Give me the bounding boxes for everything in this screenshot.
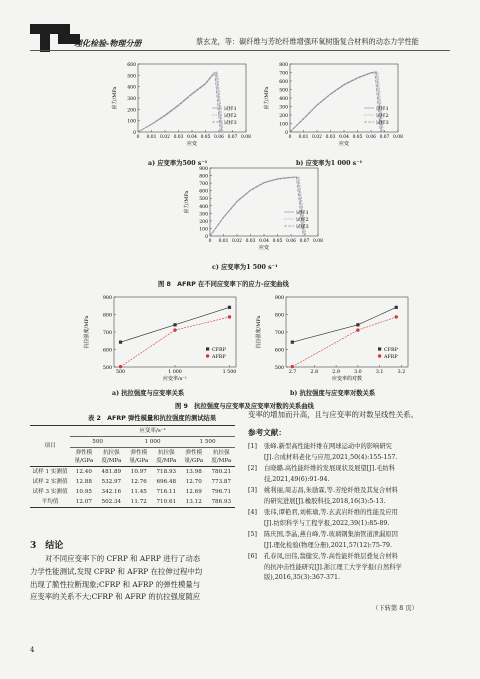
table2-rate-1500: 1 500 <box>180 437 235 448</box>
table-cell: 12.76 <box>130 479 147 485</box>
table2-subheader: 弹性模量/GPa <box>70 448 97 467</box>
right-column-intro: 变率的增加而升高，且与应变率的对数呈线性关系。 <box>248 410 418 419</box>
fig8-chart-b <box>260 58 410 158</box>
x-tick-label: 0.04 <box>259 239 269 244</box>
y-tick-label: 600 <box>279 80 288 85</box>
conclusion-paragraph <box>30 553 240 604</box>
x-tick-label: 3.2 <box>397 370 406 375</box>
table-cell: 12.07 <box>70 497 97 508</box>
table2-subheader: 抗拉强度/MPa <box>98 448 125 467</box>
reference-number: [5] <box>248 531 257 538</box>
table-cell: 12.40 <box>75 469 92 475</box>
table-cell: 532.97 <box>101 479 122 485</box>
y-tick-label: 400 <box>127 85 136 91</box>
table2-subheader: 抗拉强度/MPa <box>207 448 235 467</box>
x-axis-label: 应变 <box>338 141 350 147</box>
table-cell: 11.45 <box>130 489 147 495</box>
series-line-2 <box>290 73 383 133</box>
y-tick-label: 700 <box>279 71 288 77</box>
table-cell: 10.97 <box>130 469 147 475</box>
y-axis-label: 应力/MPa <box>184 190 190 214</box>
y-tick-label: 500 <box>102 366 112 371</box>
x-axis-label: 应变率/s⁻¹ <box>163 376 187 382</box>
x-tick-label: 0.03 <box>245 239 256 244</box>
y-tick-label: 800 <box>279 63 288 68</box>
x-tick-label: 0.03 <box>325 135 336 140</box>
x-tick-label: 0.02 <box>232 239 242 244</box>
reference-item <box>248 464 458 485</box>
y-tick-label: 600 <box>127 63 136 68</box>
data-point-afrp <box>173 328 176 331</box>
table2-strain-rate-header: 应变率/s⁻¹ <box>70 426 235 437</box>
y-tick-label: 500 <box>199 197 208 203</box>
table-cell: 718.93 <box>156 469 177 475</box>
table-cell: 796.71 <box>211 489 232 495</box>
data-point-cfrp <box>395 306 398 309</box>
x-tick-label: 0.04 <box>339 135 349 140</box>
y-tick-label: 500 <box>127 74 136 80</box>
x-tick-label: 0.03 <box>173 135 184 140</box>
x-tick-label: 1 000 <box>168 370 182 375</box>
reference-line: 的抗冲击性能研究[J].浙江理工大学学报(自然科学 <box>264 563 402 571</box>
x-tick-label: 1 500 <box>222 370 237 375</box>
legend-label: 试样3 <box>224 120 237 126</box>
y-tick-label: 400 <box>199 204 208 210</box>
table-cell: 716.11 <box>156 489 177 495</box>
legend-label: 试样3 <box>376 120 389 126</box>
reference-number: [2] <box>248 465 257 472</box>
y-tick-label: 600 <box>102 348 112 354</box>
x-tick-label: 0.04 <box>187 135 197 140</box>
x-tick-label: 0.08 <box>313 239 323 244</box>
x-tick-label: 0.02 <box>312 135 322 140</box>
y-axis-label: 抗拉强度/MPa <box>84 315 90 349</box>
reference-number: [6] <box>248 553 257 560</box>
table-cell: 11.72 <box>125 497 152 508</box>
y-tick-label: 800 <box>274 313 284 319</box>
table-cell: 786.93 <box>207 497 235 508</box>
table2 <box>30 425 235 508</box>
y-tick-label: 600 <box>199 189 208 195</box>
x-axis-label: 应变 <box>258 245 270 251</box>
reference-number: [4] <box>248 509 257 516</box>
y-tick-label: 300 <box>199 212 208 218</box>
x-tick-label: 0 <box>208 239 212 244</box>
table-cell: 481.89 <box>101 469 122 475</box>
table2-caption: 表 2 AFRP 弹性模量和抗拉强度的测试结果 <box>88 415 217 422</box>
reference-number: [1] <box>248 443 257 450</box>
y-tick-label: 200 <box>279 114 288 119</box>
series-line-1 <box>138 72 222 132</box>
y-tick-label: 900 <box>274 296 284 301</box>
conclusion-line: 力学性能测试,发现 CFRP 和 AFRP 在拉伸过程中均 <box>30 566 203 576</box>
fig9b-caption: b) 抗拉强度与应变率对数关系 <box>290 390 376 397</box>
conclusion-line: 出现了脆性拉断现象;CFRP 和 AFRP 的弹性模量与 <box>30 579 201 589</box>
data-point-cfrp <box>228 306 231 309</box>
references-title: 参考文献： <box>248 428 286 437</box>
conclusion-line: 应变率的关系不大;CFRP 和 AFRP 的抗拉强度随应 <box>30 592 201 602</box>
x-tick-label: 3.1 <box>375 370 384 375</box>
table-cell: 10.95 <box>75 489 92 495</box>
data-point-cfrp <box>291 341 294 344</box>
data-point-afrp <box>228 315 231 318</box>
reference-line: [J].纺织科学与工程学报,2022,39(1):85-89. <box>264 519 390 527</box>
reference-line: [J].理化检验(物理分册),2021,57(12):75-79. <box>264 541 392 549</box>
fig8c-caption: c) 应变率为1 500 s⁻¹ <box>212 264 278 271</box>
x-tick-label: 2.7 <box>288 370 297 375</box>
x-tick-label: 0.01 <box>218 239 229 244</box>
fig9-chart-b <box>250 293 420 388</box>
x-tick-label: 3.0 <box>354 370 362 375</box>
reference-line: [J].合成材料老化与应用,2021,50(4):155-157. <box>264 453 398 461</box>
table-cell: 780.21 <box>211 469 232 475</box>
x-tick-label: 0 <box>288 135 292 140</box>
reference-line: 技,2021,49(6):91-94. <box>264 475 330 483</box>
table-cell: 12.70 <box>185 479 202 485</box>
x-tick-label: 0.05 <box>200 135 211 140</box>
reference-number: [3] <box>248 487 257 494</box>
y-tick-label: 100 <box>127 119 136 125</box>
fig8-chart-c <box>180 162 330 262</box>
legend-marker <box>206 354 209 357</box>
x-tick-label: 0.02 <box>160 135 170 140</box>
y-axis-label: 应力/MPa <box>264 86 270 110</box>
y-tick-label: 500 <box>279 88 288 94</box>
legend-label: 试样2 <box>376 113 389 119</box>
legend-label: 试样2 <box>224 113 237 119</box>
y-tick-label: 0 <box>133 131 136 136</box>
x-tick-label: 0.05 <box>352 135 363 140</box>
table-cell: 12.88 <box>75 479 92 485</box>
table-cell: 12.69 <box>185 489 202 495</box>
table-cell: 13.12 <box>180 497 207 508</box>
reference-line: 陈庆国,李晶,燕自峰,等.玻璃钢集油管道泄漏原因 <box>264 531 398 538</box>
y-tick-label: 800 <box>102 313 112 319</box>
y-tick-label: 600 <box>274 348 284 354</box>
legend-label: 试样1 <box>376 106 389 112</box>
legend-label: AFRP <box>212 354 226 360</box>
table-row <box>30 497 235 508</box>
series-line-1 <box>290 72 382 132</box>
y-tick-label: 100 <box>279 122 288 128</box>
legend-marker <box>378 354 381 357</box>
reference-line: 姚利丽,周志昌,朱励霖,等.芳纶纤维及其复合材料 <box>264 487 398 494</box>
legend-label: CFRP <box>384 347 398 353</box>
header-rule <box>30 50 450 51</box>
fig8-chart-a <box>108 58 258 158</box>
reference-line: 张峰.新型高性能纤维在网球运动中的影响研究 <box>264 443 392 450</box>
x-tick-label: 0 <box>136 135 140 140</box>
reference-item <box>248 486 458 507</box>
x-tick-label: 0.07 <box>379 135 390 140</box>
fig9a-caption: a) 抗拉强度与应变率关系 <box>112 390 185 397</box>
data-point-cfrp <box>119 341 122 344</box>
series-line-2 <box>138 73 223 132</box>
page-number: 4 <box>30 646 35 654</box>
data-point-afrp <box>356 328 359 331</box>
x-tick-label: 0.06 <box>214 135 224 140</box>
reference-line: 的研究进展[J].橡胶科技,2018,16(3):5-13. <box>264 497 386 505</box>
reference-item <box>248 442 458 463</box>
reference-item <box>248 552 458 584</box>
table-cell: 773.87 <box>211 479 232 485</box>
reference-line: 张玮,谭艳君,刘栋瑜,等.玄武岩纤维的性能及应用 <box>264 509 398 516</box>
y-tick-label: 700 <box>199 182 208 188</box>
table2-rate-500: 500 <box>70 437 125 448</box>
x-tick-label: 0.07 <box>299 239 310 244</box>
y-tick-label: 0 <box>205 235 208 240</box>
x-tick-label: 0.06 <box>286 239 296 244</box>
data-point-cfrp <box>173 323 176 326</box>
legend-label: CFRP <box>212 347 226 353</box>
legend-label: 试样1 <box>296 210 309 216</box>
legend-label: 试样2 <box>296 217 309 223</box>
table2-project-header: 项目 <box>30 426 70 467</box>
y-tick-label: 100 <box>199 227 208 233</box>
fit-line-afrp <box>292 317 396 367</box>
fig9-caption: 图 9 抗拉强度与应变率及应变率对数的关系曲线 <box>175 403 314 410</box>
fig9-chart-a <box>78 293 248 388</box>
fit-line-cfrp <box>292 307 396 342</box>
series-line-3 <box>138 74 220 132</box>
table-cell: 13.98 <box>185 469 202 475</box>
series-line-3 <box>210 177 303 236</box>
series-line-1 <box>210 177 305 236</box>
legend-marker <box>206 347 209 350</box>
table-cell: 502.34 <box>98 497 125 508</box>
x-tick-label: 2.8 <box>310 370 319 375</box>
y-tick-label: 900 <box>102 296 112 301</box>
y-tick-label: 300 <box>279 105 288 111</box>
reference-list <box>248 442 458 585</box>
y-tick-label: 200 <box>127 108 136 114</box>
y-tick-label: 400 <box>279 97 288 102</box>
running-title: 蔡玄龙，等：碳纤维与芳纶纤维增强环氧树脂复合材料的动态力学性能 <box>196 37 419 46</box>
table-cell: 平均值 <box>30 497 70 508</box>
fig8b-caption: b) 应变率为1 000 s⁻¹ <box>296 160 363 167</box>
y-tick-label: 900 <box>199 167 208 172</box>
continued-note: （下转第 8 页） <box>372 605 418 612</box>
y-tick-label: 800 <box>199 174 208 180</box>
data-point-afrp <box>291 365 294 368</box>
table2-subheader: 弹性模量/GPa <box>125 448 152 467</box>
x-tick-label: 0.08 <box>393 135 403 140</box>
x-axis-label: 应变率的对数 <box>331 376 363 382</box>
series-line-3 <box>290 72 381 132</box>
legend-marker <box>378 347 381 350</box>
journal-logo-text: 理化检验-物理分册 <box>74 39 142 48</box>
x-tick-label: 0.01 <box>146 135 157 140</box>
reference-line: 版),2016,35(3):367-371. <box>264 574 341 581</box>
journal-logo <box>30 24 150 52</box>
x-tick-label: 2.9 <box>332 370 340 375</box>
data-point-cfrp <box>356 323 359 326</box>
y-tick-label: 700 <box>274 331 284 336</box>
x-tick-label: 0.08 <box>241 135 251 140</box>
section3-title: 3 结论 <box>30 541 64 551</box>
table2-subheader: 弹性模量/GPa <box>180 448 207 467</box>
reference-item <box>248 530 458 551</box>
y-tick-label: 300 <box>127 97 136 102</box>
reference-line: 白晓璐.高性能纤维的发展现状及展望[J].毛纺科 <box>264 465 396 472</box>
y-tick-label: 200 <box>199 219 208 225</box>
y-tick-label: 700 <box>102 331 112 336</box>
y-tick-label: 0 <box>285 131 288 136</box>
table2-subheader: 抗拉强度/MPa <box>153 448 180 467</box>
y-axis-label: 抗拉强度/MPa <box>256 315 262 349</box>
fig8a-caption: a) 应变率为500 s⁻¹ <box>148 160 208 167</box>
table-row <box>30 477 235 487</box>
table-row <box>30 487 235 497</box>
legend-label: AFRP <box>384 354 398 360</box>
table2-rate-1000: 1 000 <box>125 437 180 448</box>
fig8-caption: 图 8 AFRP 在不同应变率下的应力-应变曲线 <box>158 281 289 288</box>
y-tick-label: 500 <box>274 366 284 371</box>
x-tick-label: 0.05 <box>272 239 283 244</box>
x-axis-label: 应变 <box>186 141 198 147</box>
x-tick-label: 500 <box>115 370 126 375</box>
legend-label: 试样3 <box>296 224 309 230</box>
y-axis-label: 应力/MPa <box>112 86 118 110</box>
table-row <box>30 467 235 478</box>
table-cell: 试样 3 实测值 <box>32 489 68 495</box>
reference-item <box>248 508 458 529</box>
table-cell: 342.16 <box>101 489 122 495</box>
data-point-afrp <box>119 365 122 368</box>
table-cell: 710.61 <box>153 497 180 508</box>
x-tick-label: 0.07 <box>227 135 238 140</box>
x-tick-label: 0.01 <box>298 135 309 140</box>
table-cell: 试样 1 实测值 <box>32 469 68 475</box>
reference-line: 孔春凤,田伟,翁健安,等.高性能纤维层叠复合材料 <box>264 553 398 560</box>
data-point-afrp <box>395 315 398 318</box>
x-tick-label: 0.06 <box>366 135 376 140</box>
legend-label: 试样1 <box>224 106 237 112</box>
table-cell: 696.48 <box>156 479 177 485</box>
conclusion-line: 对不同应变率下的 CFRP 和 AFRP 进行了动态 <box>45 554 201 563</box>
table-cell: 试样 2 实测值 <box>32 479 68 485</box>
